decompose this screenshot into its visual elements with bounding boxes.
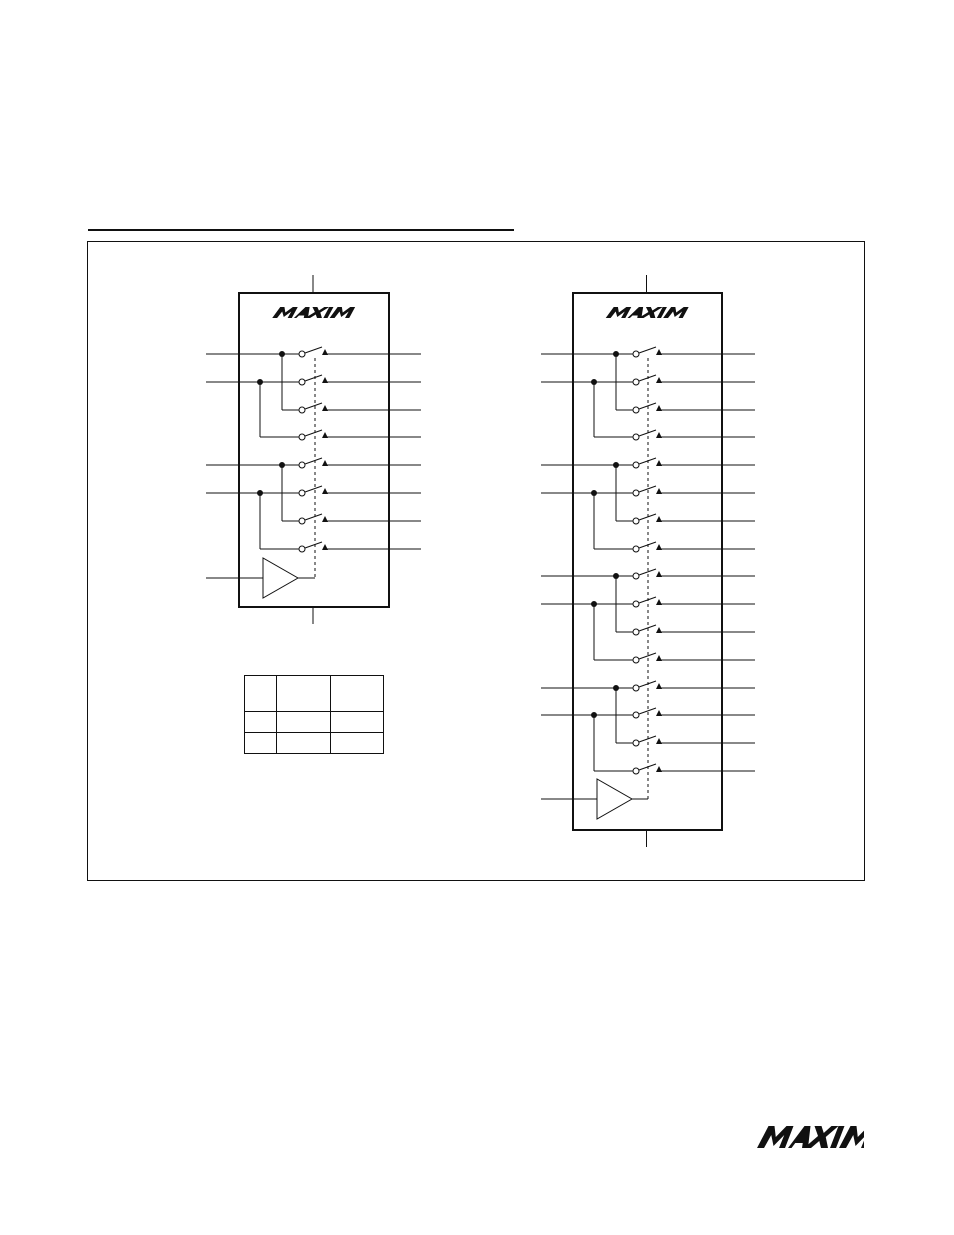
buffer-amplifier: [597, 779, 632, 819]
switch-terminal: [633, 379, 639, 385]
switch-terminal: [299, 379, 305, 385]
switch-blade: [305, 375, 322, 381]
ic-package-outline: [239, 293, 389, 607]
switch-blade: [305, 430, 322, 436]
switch-terminal: [633, 351, 639, 357]
truth-table-row: [245, 712, 384, 733]
truth-table-cell: [245, 733, 277, 754]
switch-terminal: [633, 490, 639, 496]
switch-terminal: [633, 740, 639, 746]
switch-terminal: [633, 573, 639, 579]
switch-terminal: [633, 768, 639, 774]
truth-table-cell: [277, 712, 331, 733]
truth-table-header-row: [245, 676, 384, 712]
switch-terminal: [633, 657, 639, 663]
buffer-amplifier: [263, 558, 298, 598]
switch-terminal: [299, 546, 305, 552]
truth-table-cell: [277, 733, 331, 754]
switch-blade: [305, 347, 322, 353]
switch-terminal: [633, 712, 639, 718]
truth-table: [244, 675, 384, 754]
truth-table-header-cell: [277, 676, 331, 712]
truth-table-header-cell: [245, 676, 277, 712]
switch-terminal: [299, 490, 305, 496]
switch-terminal: [633, 685, 639, 691]
switch-blade: [305, 514, 322, 520]
switch-blade: [305, 403, 322, 409]
switch-blade: [305, 486, 322, 492]
switch-blade: [639, 347, 656, 353]
switch-terminal: [633, 462, 639, 468]
switch-terminal: [299, 462, 305, 468]
switch-terminal: [633, 434, 639, 440]
switch-blade: [305, 542, 322, 548]
switch-terminal: [633, 546, 639, 552]
truth-table-header-cell: [331, 676, 384, 712]
switch-blade: [305, 458, 322, 464]
switch-terminal: [299, 407, 305, 413]
truth-table-cell: [245, 712, 277, 733]
switch-terminal: [633, 601, 639, 607]
switch-terminal: [633, 518, 639, 524]
switch-terminal: [633, 629, 639, 635]
maxim-logo: [272, 307, 355, 318]
switch-terminal: [299, 518, 305, 524]
maxim-logo: [606, 307, 689, 318]
switch-terminal: [299, 351, 305, 357]
switch-terminal: [299, 434, 305, 440]
truth-table-cell: [331, 733, 384, 754]
truth-table-row: [245, 733, 384, 754]
switch-terminal: [633, 407, 639, 413]
truth-table-cell: [331, 712, 384, 733]
maxim-footer-logo: [756, 1124, 864, 1150]
